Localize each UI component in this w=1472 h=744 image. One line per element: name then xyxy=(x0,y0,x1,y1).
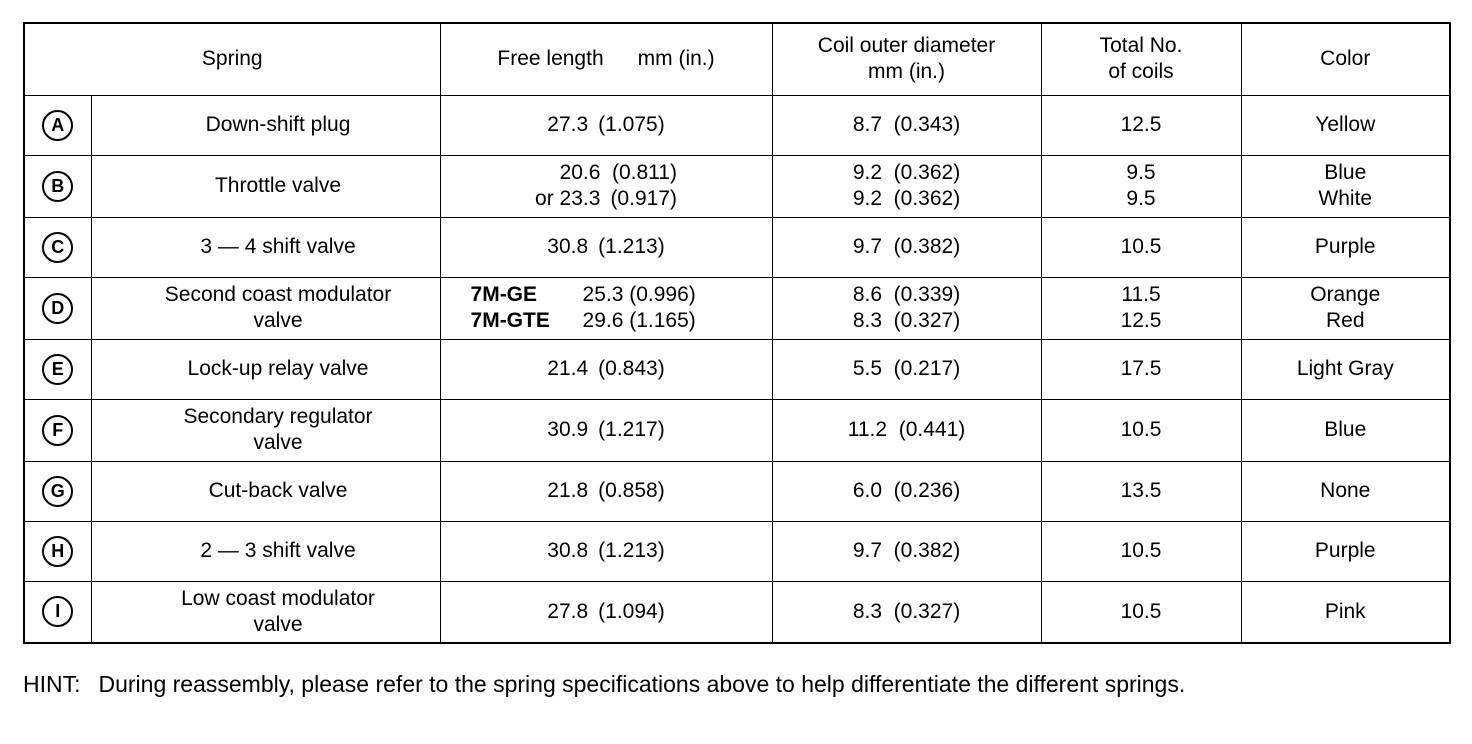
coil-diameter: 8.6 (0.339) xyxy=(852,283,961,306)
spring-name: Down-shift plug xyxy=(205,113,351,136)
free-length-mm: 27.3 xyxy=(547,113,589,136)
header-free-length-label: Free length xyxy=(497,47,604,71)
spring-color: Purple xyxy=(1314,235,1376,258)
coil-diameter-cell xyxy=(772,339,1041,399)
engine-free-length-list xyxy=(471,282,772,334)
coil-diameter: 8.3 (0.327) xyxy=(852,599,961,623)
coil-diameter: 5.5 (0.217) xyxy=(852,357,961,380)
row-letter-cell xyxy=(24,277,91,339)
table-row xyxy=(24,217,1450,277)
spring-name: valve xyxy=(253,309,303,332)
total-coils-cell xyxy=(1041,277,1241,339)
free-length-in: (1.094) xyxy=(598,599,665,623)
total-coils-cell xyxy=(1041,339,1241,399)
total-coils: 17.5 xyxy=(1120,357,1162,380)
spring-color-cell xyxy=(1241,581,1450,643)
free-length-in: (1.075) xyxy=(598,113,665,136)
coil-diameter: 11.2 (0.441) xyxy=(847,418,966,441)
free-length-values xyxy=(547,112,664,138)
spring-name: valve xyxy=(253,612,303,636)
coil-diameter-cell xyxy=(772,581,1041,643)
free-length-in: (1.217) xyxy=(598,418,665,441)
spring-color-cell xyxy=(1241,217,1450,277)
hint-text: During reassembly, please refer to the spring specifications above to help differentiate the different springs. xyxy=(98,671,1186,697)
spring-color-cell xyxy=(1241,461,1450,521)
row-letter-badge: D xyxy=(42,293,73,324)
free-length-cell xyxy=(440,217,772,277)
spring-name: Throttle valve xyxy=(214,174,342,197)
row-letter-badge: C xyxy=(42,232,73,263)
spring-name: Lock-up relay valve xyxy=(187,357,369,380)
coil-diameter-cell xyxy=(772,277,1041,339)
spring-name-cell xyxy=(91,461,440,521)
free-length-cell xyxy=(440,95,772,155)
total-coils-cell xyxy=(1041,581,1241,643)
free-length-values xyxy=(547,356,664,382)
spring-color-cell xyxy=(1241,155,1450,217)
table-row xyxy=(24,339,1450,399)
row-letter-badge: F xyxy=(42,415,73,446)
table-row xyxy=(24,399,1450,461)
coil-diameter-cell xyxy=(772,521,1041,581)
table-row xyxy=(24,521,1450,581)
free-length-mm: 21.8 xyxy=(547,479,589,502)
free-length-mm: 21.4 xyxy=(547,357,589,380)
hint-label: HINT: xyxy=(23,671,81,697)
coil-diameter-cell xyxy=(772,399,1041,461)
spring-name-cell xyxy=(91,339,440,399)
header-coils-label: Total No. xyxy=(1099,34,1183,58)
free-length-values xyxy=(547,417,664,443)
spring-name-cell xyxy=(91,217,440,277)
coil-diameter-cell xyxy=(772,461,1041,521)
free-length-in: (0.843) xyxy=(598,357,665,380)
engine-label: 7M-GE xyxy=(470,283,538,306)
header-coils-label2: of coils xyxy=(1108,60,1174,84)
coil-diameter: 9.7 (0.382) xyxy=(852,539,961,562)
free-length-values xyxy=(547,599,664,625)
table-row xyxy=(24,581,1450,643)
row-letter-badge: H xyxy=(42,536,73,567)
engine-label: 7M-GTE xyxy=(470,309,550,332)
row-letter-badge: A xyxy=(42,110,73,141)
free-length-in: (0.858) xyxy=(598,479,665,502)
free-length-mm: 27.8 xyxy=(547,599,589,623)
row-letter-cell xyxy=(24,155,91,217)
free-length-values xyxy=(547,478,664,504)
spring-name: Cut-back valve xyxy=(208,479,348,502)
free-length-in: (0.811) xyxy=(612,161,677,184)
row-letter-cell xyxy=(24,217,91,277)
total-coils-cell xyxy=(1041,399,1241,461)
header-total-coils xyxy=(1041,23,1241,95)
spring-color: Pink xyxy=(1324,599,1366,623)
spring-color: Blue xyxy=(1324,418,1367,441)
coil-diameter: 9.2 (0.362) xyxy=(852,187,961,210)
free-length-mm: 30.8 xyxy=(547,235,589,258)
header-row xyxy=(24,23,1450,95)
row-letter-cell xyxy=(24,95,91,155)
spring-color-cell xyxy=(1241,339,1450,399)
header-free-length xyxy=(440,23,772,95)
spring-color: Red xyxy=(1326,309,1365,332)
free-length-cell xyxy=(440,521,772,581)
spring-color-cell xyxy=(1241,95,1450,155)
table-row xyxy=(24,277,1450,339)
coil-diameter: 6.0 (0.236) xyxy=(852,479,961,502)
row-letter-badge: B xyxy=(42,171,73,202)
free-length-mm: 20.6 xyxy=(559,161,601,184)
free-length-mm: 30.9 xyxy=(547,418,589,441)
spring-name: Second coast modulator xyxy=(164,283,392,306)
coil-diameter-cell xyxy=(772,95,1041,155)
row-letter-cell xyxy=(24,399,91,461)
coil-diameter-cell xyxy=(772,217,1041,277)
coil-diameter-cell xyxy=(772,155,1041,217)
spring-name-cell xyxy=(91,521,440,581)
total-coils: 9.5 xyxy=(1126,187,1156,210)
header-free-length-unit: mm (in.) xyxy=(637,47,715,71)
free-length-mm: or 23.3 xyxy=(535,187,601,210)
free-length-mm: 30.8 xyxy=(547,539,589,562)
total-coils-cell xyxy=(1041,461,1241,521)
total-coils: 11.5 xyxy=(1121,283,1161,306)
spring-color: Light Gray xyxy=(1296,357,1394,380)
total-coils: 13.5 xyxy=(1120,479,1162,502)
free-length-cell xyxy=(440,277,772,339)
row-letter-cell xyxy=(24,461,91,521)
spring-color-cell xyxy=(1241,277,1450,339)
spring-name-cell xyxy=(91,581,440,643)
free-length-cell xyxy=(440,581,772,643)
total-coils: 10.5 xyxy=(1120,539,1162,562)
header-coil-label: Coil outer diameter xyxy=(817,34,996,58)
total-coils: 9.5 xyxy=(1126,161,1156,184)
header-color: Color xyxy=(1241,23,1450,95)
spring-color-cell xyxy=(1241,399,1450,461)
spring-name: 3 — 4 shift valve xyxy=(200,235,356,258)
row-letter-badge: I xyxy=(42,596,73,627)
free-length-cell xyxy=(440,339,772,399)
table-row xyxy=(24,95,1450,155)
spring-color-cell xyxy=(1241,521,1450,581)
spring-color: Purple xyxy=(1314,539,1376,562)
free-length-in: (0.917) xyxy=(610,187,677,210)
total-coils-cell xyxy=(1041,155,1241,217)
row-letter-cell xyxy=(24,339,91,399)
total-coils-cell xyxy=(1041,521,1241,581)
total-coils: 12.5 xyxy=(1120,113,1162,136)
total-coils: 12.5 xyxy=(1120,309,1162,332)
total-coils: 10.5 xyxy=(1120,235,1162,258)
free-length-value: 25.3 (0.996) xyxy=(582,283,696,306)
table-body xyxy=(24,95,1450,643)
free-length-in: (1.213) xyxy=(598,539,665,562)
spring-name-cell xyxy=(91,399,440,461)
spring-name: 2 — 3 shift valve xyxy=(200,539,356,562)
coil-diameter: 8.7 (0.343) xyxy=(852,113,961,136)
spring-color: None xyxy=(1320,479,1371,502)
free-length-values xyxy=(535,160,677,212)
spring-name: Secondary regulator xyxy=(183,405,373,428)
spring-color: Blue xyxy=(1324,161,1367,184)
spring-name: Low coast modulator xyxy=(181,586,375,610)
coil-diameter: 9.7 (0.382) xyxy=(852,235,961,258)
spring-color: Orange xyxy=(1310,283,1381,306)
header-coil-diameter xyxy=(772,23,1041,95)
free-length-cell xyxy=(440,461,772,521)
spring-name-cell xyxy=(91,277,440,339)
total-coils: 10.5 xyxy=(1120,599,1162,623)
spring-name-cell xyxy=(91,95,440,155)
spring-spec-table xyxy=(23,22,1451,644)
row-letter-badge: G xyxy=(42,476,73,507)
total-coils: 10.5 xyxy=(1120,418,1162,441)
free-length-cell xyxy=(440,399,772,461)
coil-diameter: 8.3 (0.327) xyxy=(852,309,961,332)
table-row xyxy=(24,461,1450,521)
spring-name: valve xyxy=(253,431,303,454)
header-spring: Spring xyxy=(24,23,440,95)
table-row xyxy=(24,155,1450,217)
row-letter-cell xyxy=(24,581,91,643)
header-coil-unit: mm (in.) xyxy=(868,60,946,84)
spring-name-cell xyxy=(91,155,440,217)
coil-diameter: 9.2 (0.362) xyxy=(852,161,961,184)
total-coils-cell xyxy=(1041,217,1241,277)
free-length-values xyxy=(547,234,664,260)
spring-color: Yellow xyxy=(1315,113,1376,136)
free-length-values xyxy=(547,538,664,564)
total-coils-cell xyxy=(1041,95,1241,155)
row-letter-cell xyxy=(24,521,91,581)
row-letter-badge: E xyxy=(42,354,73,385)
free-length-cell xyxy=(440,155,772,217)
free-length-in: (1.213) xyxy=(598,235,665,258)
hint-note xyxy=(23,668,1463,700)
spring-color: White xyxy=(1318,187,1373,210)
free-length-value: 29.6 (1.165) xyxy=(582,309,696,332)
